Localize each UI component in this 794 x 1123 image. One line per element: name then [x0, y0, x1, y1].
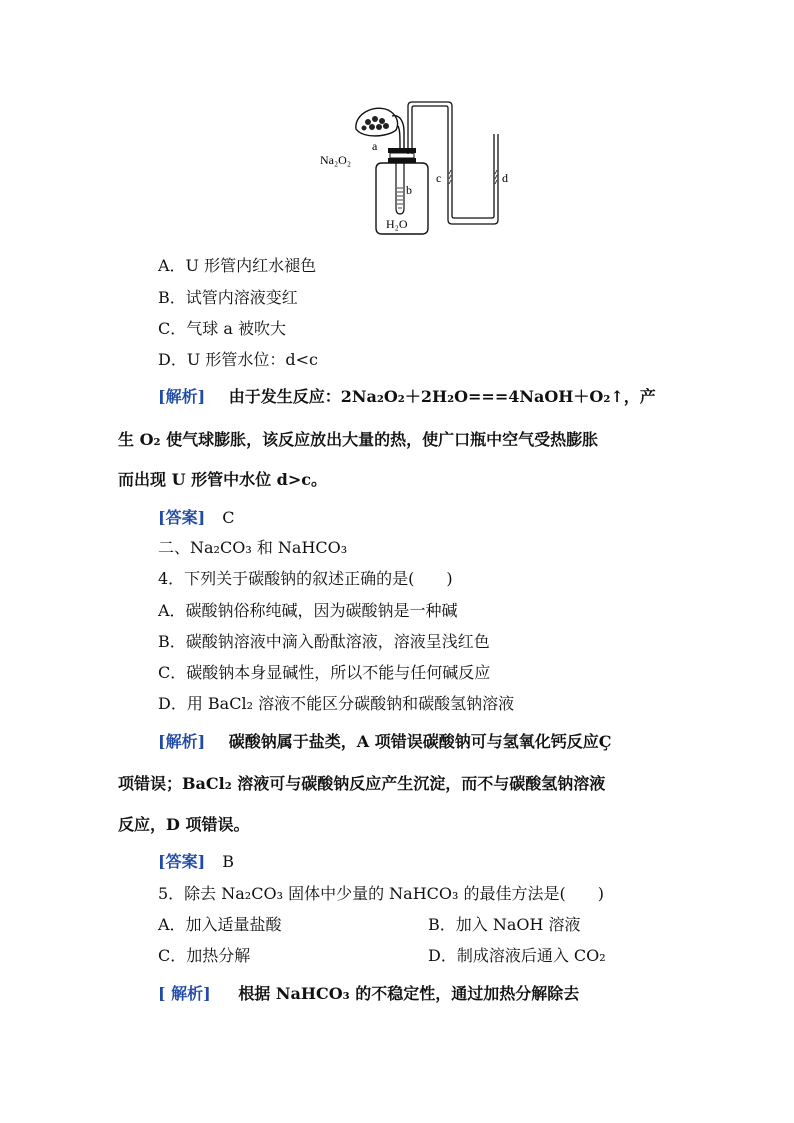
q5-option-d: D．制成溶液后通入 CO₂: [428, 946, 606, 965]
q3-option-b: B．试管内溶液变红: [158, 288, 298, 307]
q3-analysis-line2: 生 O₂ 使气球膨胀，该反应放出大量的热，使广口瓶中空气受热膨胀: [118, 430, 599, 449]
q3-analysis-tag: [解析]: [158, 387, 206, 406]
q4-analysis-line1: [解析] 碳酸钠属于盐类，A 项错误碳酸钠可与氢氧化钙反应Ç: [158, 732, 612, 751]
label-a: a: [372, 139, 378, 153]
balloon-a: [356, 108, 404, 148]
q4-option-b: B．碳酸钠溶液中滴入酚酞溶液，溶液呈浅红色: [158, 632, 490, 651]
q4-answer: [答案] B: [158, 852, 235, 871]
q4-answer-tag: [答案]: [158, 852, 206, 871]
q3-option-c: C．气球 a 被吹大: [158, 319, 286, 338]
q5-analysis-tag: [ 解析]: [158, 984, 211, 1003]
label-b: b: [406, 183, 412, 197]
q4-option-d: D．用 BaCl₂ 溶液不能区分碳酸钠和碳酸氢钠溶液: [158, 694, 515, 713]
q5-analysis-line1: [ 解析] 根据 NaHCO₃ 的不稳定性，通过加热分解除去: [158, 984, 580, 1003]
q5-stem: 5．除去 Na₂CO₃ 固体中少量的 NaHCO₃ 的最佳方法是( ): [158, 884, 605, 903]
q3-analysis-line1: [解析] 由于发生反应：2Na₂O₂＋2H₂O===4NaOH＋O₂↑，产: [158, 387, 656, 406]
q3-answer-tag: [答案]: [158, 508, 206, 527]
apparatus-diagram: [312, 96, 530, 238]
q5-option-c: C．加热分解: [158, 946, 251, 965]
q3-option-d: D．U 形管水位：d<c: [158, 350, 319, 369]
q3-option-a: A．U 形管内红水褪色: [158, 256, 317, 275]
label-d: d: [502, 171, 508, 185]
q4-analysis-tag: [解析]: [158, 732, 206, 751]
q4-option-a: A．碳酸钠俗称纯碱，因为碳酸钠是一种碱: [158, 601, 458, 620]
q5-option-a: A．加入适量盐酸: [158, 915, 282, 934]
q4-option-c: C．碳酸钠本身显碱性，所以不能与任何碱反应: [158, 663, 491, 682]
label-c: c: [436, 171, 442, 185]
label-na2o2: Na₂O₂: [320, 153, 352, 167]
q5-option-b: B．加入 NaOH 溶液: [428, 915, 581, 934]
q4-analysis-line3: 反应，D 项错误。: [118, 815, 250, 834]
section-2-title: 二、Na₂CO₃ 和 NaHCO₃: [158, 538, 348, 557]
q3-answer: [答案] C: [158, 508, 235, 527]
label-h2o: H₂O: [386, 217, 408, 231]
q4-stem: 4．下列关于碳酸钠的叙述正确的是( ): [158, 569, 453, 588]
q3-analysis-line3: 而出现 U 形管中水位 d>c。: [118, 470, 328, 489]
u-tube: [448, 134, 498, 224]
q4-analysis-line2: 项错误；BaCl₂ 溶液可与碳酸钠反应产生沉淀，而不与碳酸氢钠溶液: [118, 774, 606, 793]
